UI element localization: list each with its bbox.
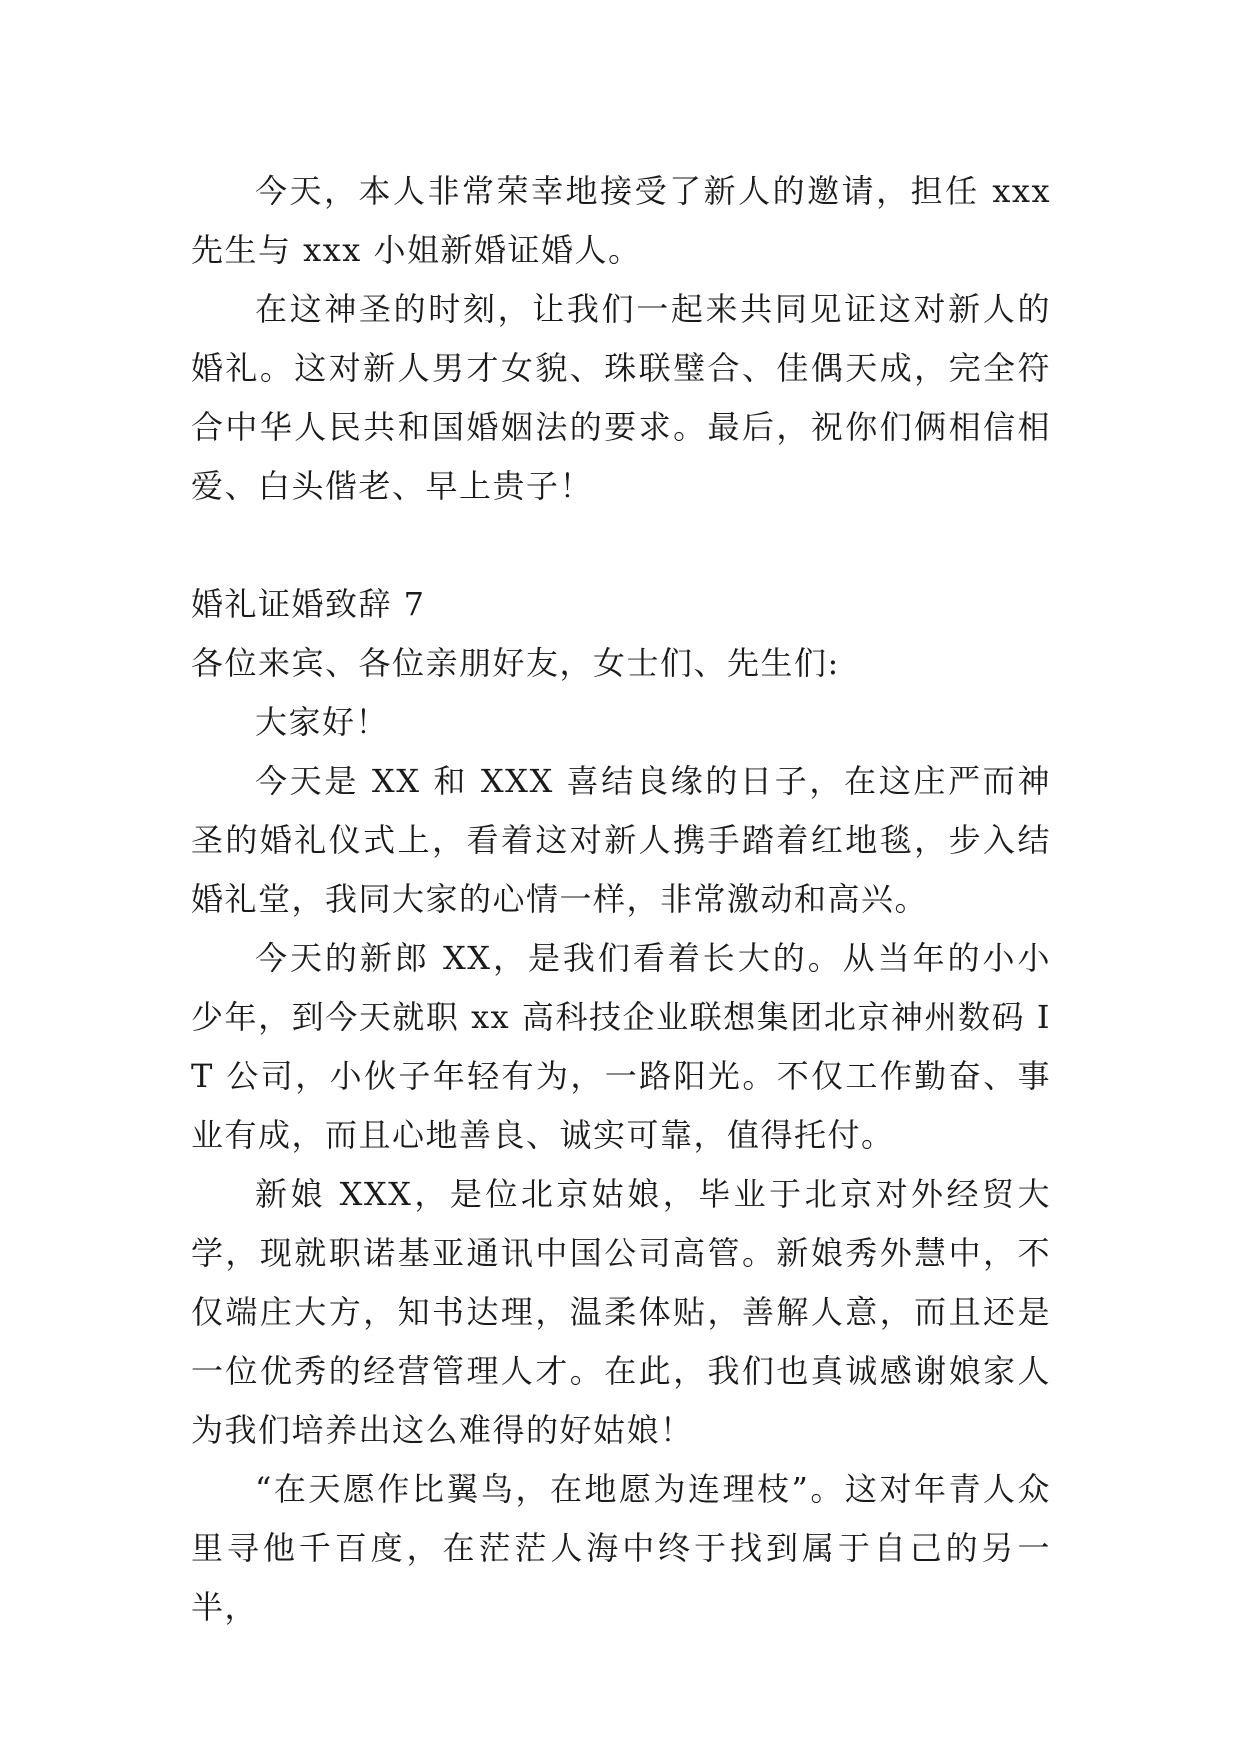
paragraph-1: 今天，本人非常荣幸地接受了新人的邀请，担任 xxx 先生与 xxx 小姐新婚证婚人。 (191, 172, 1051, 269)
paragraph-3: 今天是 XX 和 XXX 喜结良缘的日子，在这庄严而神圣的婚礼仪式上，看着这对新人携手踏着红地毯，步入结婚礼堂，我同大家的心情一样，非常激动和高兴。 (191, 762, 1051, 918)
paragraph-5: 新娘 XXX，是位北京姑娘，毕业于北京对外经贸大学，现就职诺基亚通讯中国公司高管。新娘秀外慧中，不仅端庄大方，知书达理，温柔体贴，善解人意，而且还是一位优秀的经营管理人才。在此，我们也真诚感谢娘家人为我们培养出这么难得的好姑娘！ (191, 1175, 1051, 1449)
salutation: 各位来宾、各位亲朋好友，女士们、先生们: (191, 644, 840, 682)
paragraph-6: “在天愿作比翼鸟，在地愿为连理枝”。这对年青人众里寻他千百度，在茫茫人海中终于找到属于自己的另一半， (191, 1470, 1051, 1626)
document-body (191, 162, 1051, 1637)
section-spacer (191, 516, 1051, 575)
greeting: 大家好！ (255, 703, 390, 741)
section-heading: 婚礼证婚致辞 7 (191, 585, 426, 623)
paragraph-4: 今天的新郎 XX，是我们看着长大的。从当年的小小少年，到今天就职 xx 高科技企业联想集团北京神州数码 IT 公司，小伙子年轻有为，一路阳光。不仅工作勤奋、事业有成，而且心地善良、诚实可靠，值得托付。 (191, 939, 1051, 1154)
paragraph-2: 在这神圣的时刻，让我们一起来共同见证这对新人的婚礼。这对新人男才女貌、珠联璧合、佳偶天成，完全符合中华人民共和国婚姻法的要求。最后，祝你们俩相信相爱、白头偕老、早上贵子！ (191, 290, 1051, 505)
